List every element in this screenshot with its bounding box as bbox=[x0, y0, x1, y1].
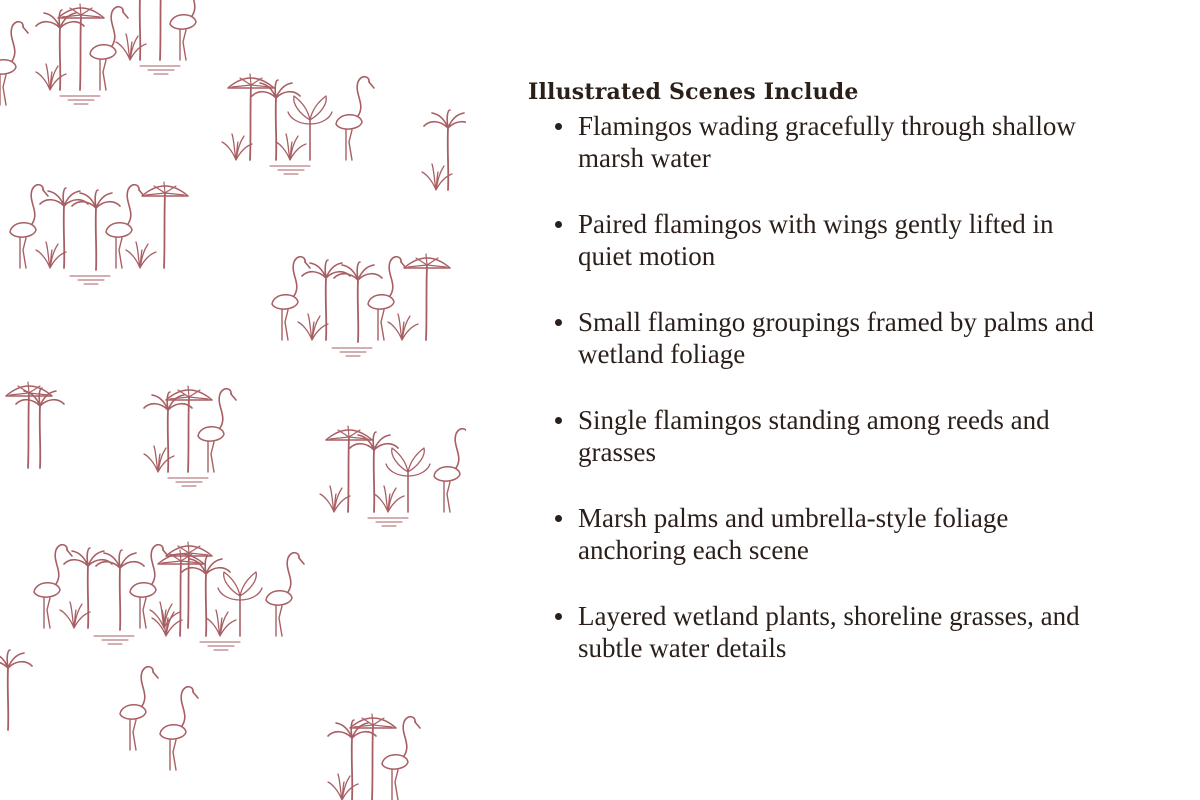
flamingo-pattern-illustration bbox=[0, 0, 466, 800]
palm-bottom-left bbox=[0, 650, 32, 730]
scene-lower-center bbox=[152, 550, 304, 650]
scene-mid-center bbox=[144, 386, 236, 486]
scene-bottom-right bbox=[328, 714, 420, 800]
scene-top-left bbox=[36, 4, 128, 104]
flamingo-pair-two bbox=[160, 687, 198, 770]
flamingo-pair-one bbox=[120, 667, 158, 750]
scene-top-center bbox=[116, 0, 208, 74]
scene-mid-right bbox=[320, 426, 466, 526]
umbrella-mid-left bbox=[6, 382, 52, 468]
scene-upper-middle bbox=[222, 74, 374, 174]
feature-item: Layered wetland plants, shoreline grasses, and subtle water details bbox=[578, 600, 1098, 664]
features-list bbox=[528, 110, 1128, 664]
feature-item: Flamingos wading gracefully through shallow marsh water bbox=[578, 110, 1098, 174]
feature-item: Small flamingo groupings framed by palms and wetland foliage bbox=[578, 306, 1098, 370]
section-heading: Illustrated Scenes Include bbox=[528, 79, 859, 105]
text-panel bbox=[528, 74, 1128, 698]
toile-pattern-svg bbox=[0, 0, 466, 800]
palm-mid-left bbox=[16, 388, 64, 468]
feature-item: Single flamingos standing among reeds and grasses bbox=[578, 404, 1098, 468]
feature-item: Paired flamingos with wings gently lifted in quiet motion bbox=[578, 208, 1098, 272]
flamingo-scenes bbox=[0, 0, 466, 800]
scene-lower-left bbox=[34, 542, 212, 644]
flamingo-edge-left bbox=[0, 22, 28, 105]
scene-right-group bbox=[272, 254, 450, 356]
scene-left-group bbox=[10, 182, 188, 284]
feature-item: Marsh palms and umbrella-style foliage anchoring each scene bbox=[578, 502, 1098, 566]
